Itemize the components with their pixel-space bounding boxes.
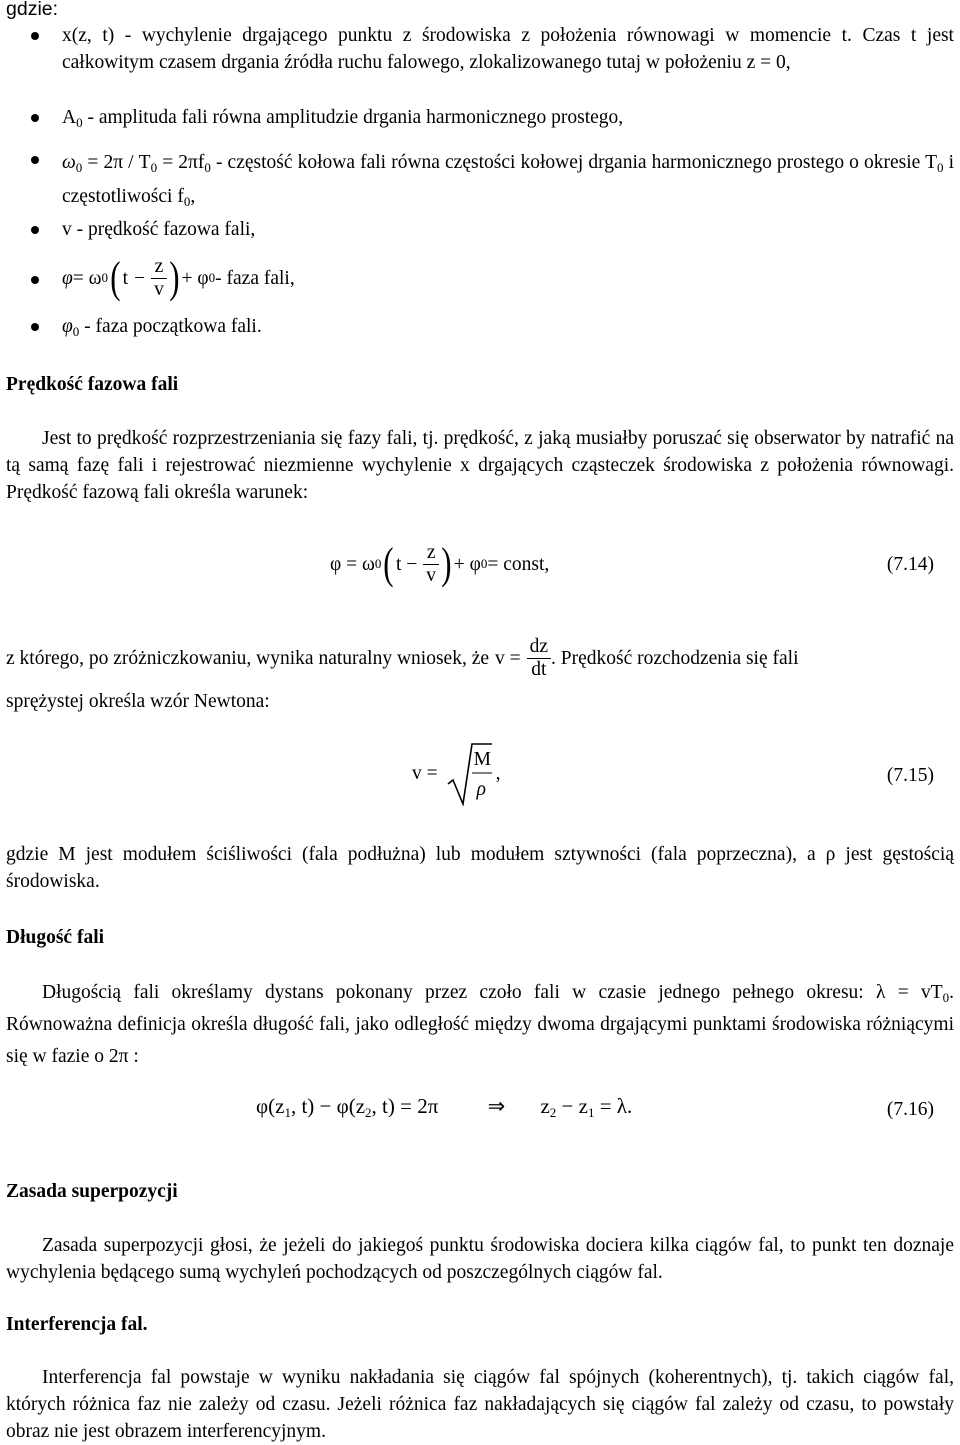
paragraph: gdzie M jest modułem ściśliwości (fala podłużna) lub modułem sztywności (fala poprzeczna), a ρ jest gęstością środowiska. xyxy=(6,844,954,892)
fraction-z-over-v xyxy=(151,256,167,301)
text: z którego, po zróżniczkowaniu, wynika naturalny wniosek, że xyxy=(6,647,490,669)
paragraph-line xyxy=(6,630,954,686)
symbol-v: v xyxy=(62,219,72,240)
right-paren: ) xyxy=(441,539,452,588)
numerator: z xyxy=(423,542,439,565)
paragraph xyxy=(6,977,954,1073)
formula: = const, xyxy=(487,553,550,575)
text: , xyxy=(785,52,791,73)
text: . Prędkość rozchodzenia się fali xyxy=(551,647,799,669)
text: , xyxy=(495,762,501,784)
bullet-dot xyxy=(31,114,39,122)
text: . Równoważna definicja określa długość fali, jako odległość między dwoma drgającymi punktami środowiska różniącymi się w fazie o xyxy=(6,982,954,1067)
subscript: 0 xyxy=(150,160,158,175)
numerator: dz xyxy=(527,636,551,659)
text: - częstość kołowa fali równa częstości kołowej drgania harmonicznego prostego o okresie xyxy=(210,152,926,173)
formula: t − xyxy=(396,553,418,575)
symbol-t: t xyxy=(841,25,848,46)
formula: , t) = 2π xyxy=(371,1094,439,1118)
implies-arrow-icon: ⇒ xyxy=(487,1094,506,1118)
denominator: dt xyxy=(531,658,547,680)
formula: − z xyxy=(556,1094,588,1118)
subscript: 0 xyxy=(937,160,944,175)
symbol-t: t xyxy=(122,267,129,289)
text: Długością fali określamy dystans pokonany przez czoło fali w czasie jednego pełnego okresu: xyxy=(42,982,876,1003)
subscript: 1 xyxy=(587,1105,595,1120)
denominator: ρ xyxy=(476,779,486,800)
formula: = ω xyxy=(72,267,102,289)
left-paren: ( xyxy=(110,253,121,302)
formula: + φ xyxy=(453,553,481,575)
bullet-item-phase: φ = ω 0 ( t − $\frac{z}{v}$ ) + φ 0 - faza fali, xyxy=(62,253,295,302)
subscript: 0 xyxy=(75,160,83,175)
bullet-dot xyxy=(31,156,39,164)
minus-sign: − xyxy=(134,267,146,289)
subscript: 1 xyxy=(284,1105,291,1120)
denominator: v xyxy=(426,564,437,586)
subscript: 0 xyxy=(183,194,191,209)
section-heading-superposition: Zasada superpozycji xyxy=(6,1181,178,1202)
paragraph: Zasada superpozycji głosi, że jeżeli do jakiegoś punktu środowiska dociera kilka ciągów fal, to punkt ten doznaje wychylenia będącego sumą wychyleń pochodzących od poszczególnych ciągów fal. xyxy=(6,1235,954,1283)
subscript: 0 xyxy=(72,324,80,339)
intro-label: gdzie: xyxy=(6,0,59,20)
equation-number: (7.14) xyxy=(886,554,934,575)
equation-7-14: φ = ω 0 ( t − $\frac{z}{v}$ ) + φ 0 = const, xyxy=(330,539,550,588)
fraction-z-over-v xyxy=(423,542,439,587)
bullet-item-angular-frequency xyxy=(62,146,954,214)
formula: + φ xyxy=(181,267,209,289)
text: - prędkość fazowa fali, xyxy=(71,219,256,240)
square-root xyxy=(446,740,492,806)
fraction-dz-over-dt xyxy=(527,636,551,681)
equation-number: (7.15) xyxy=(886,765,934,786)
formula: z xyxy=(540,1094,550,1118)
subscript: 0 xyxy=(76,115,83,130)
symbol-T: T xyxy=(925,152,937,173)
bullet-item-phase-velocity xyxy=(62,216,954,243)
bullet-dot xyxy=(31,276,39,284)
symbol-args: (z, t) xyxy=(71,25,115,46)
bullet-dot xyxy=(31,226,39,234)
symbol-z: z xyxy=(402,25,412,46)
section-heading-interference: Interferencja fal. xyxy=(6,1314,148,1335)
bullet-item-initial-phase xyxy=(62,313,954,340)
subscript: 2 xyxy=(365,1105,372,1120)
text: - wychylenie drgającego punktu xyxy=(114,25,403,46)
symbol-phi: φ xyxy=(62,316,73,337)
paragraph: Jest to prędkość rozprzestrzeniania się fazy fali, tj. prędkość, z jaką musiałby poruszać się obserwator by natrafić na tą samą fazę fali i rejestrować niezmienne wychylenie x drgających cząsteczek środowiska z położenia równowagi. Prędkość fazową fali określa warunek: xyxy=(6,428,954,503)
subscript: 2 xyxy=(549,1105,557,1120)
formula: φ = ω xyxy=(330,553,375,575)
formula: λ = vT xyxy=(875,982,943,1003)
subscript: 0 xyxy=(942,990,950,1005)
text: : xyxy=(128,1046,139,1067)
symbol-phi: φ xyxy=(62,267,73,289)
text: - faza początkowa fali. xyxy=(79,316,262,337)
paragraph-line: sprężystej określa wzór Newtona: xyxy=(6,691,270,712)
paragraph: Interferencja fal powstaje w wyniku nakładania się ciągów fal spójnych (koherentnych), tj. takich ciągów fal, których różnica faz nie zależy od czasu. Jeżeli różnica faz nakładających się ciągów fal zależy od czasu, to powstały obraz nie jest obrazem interferencyjnym. xyxy=(6,1367,954,1442)
section-heading-wavelength: Długość fali xyxy=(6,927,105,948)
text: i częstotliwości xyxy=(62,152,955,207)
text: , xyxy=(190,186,196,207)
text: jest całkowitym czasem drgania źródła ruchu falowego, zlokalizowanego tutaj w położeniu xyxy=(62,25,954,73)
section-heading-phase-velocity: Prędkość fazowa fali xyxy=(6,374,179,395)
text: środowiska z położenia równowagi w momencie xyxy=(411,25,842,46)
numerator: M xyxy=(473,749,491,770)
text: - faza fali, xyxy=(215,267,295,289)
symbol-A: A xyxy=(62,107,77,128)
symbol-x: x xyxy=(62,25,72,46)
subscript: 0 xyxy=(204,160,211,175)
equation-7-15 xyxy=(412,738,501,808)
equation-number: (7.16) xyxy=(886,1099,934,1120)
text: . Czas xyxy=(847,25,911,46)
symbol-f: f xyxy=(177,186,184,207)
denominator: v xyxy=(154,278,164,300)
numerator: z xyxy=(151,256,167,279)
symbol-t: t xyxy=(910,25,917,46)
formula: , t) − φ(z xyxy=(290,1094,366,1118)
formula: φ(z xyxy=(256,1094,285,1118)
left-paren: ( xyxy=(383,539,394,588)
bullet-dot xyxy=(31,323,39,331)
bullet-item-displacement xyxy=(62,22,954,76)
formula: v = xyxy=(412,762,438,784)
formula-z0: z = 0 xyxy=(746,52,786,73)
symbol-omega: ω xyxy=(62,152,76,173)
bullet-item-amplitude xyxy=(62,104,954,131)
formula: v = xyxy=(495,647,521,669)
formula: = λ. xyxy=(594,1094,633,1118)
equation-7-16 xyxy=(256,1093,632,1120)
bullet-dot xyxy=(31,32,39,40)
text: - amplituda fali równa amplitudzie drgania harmonicznego prostego, xyxy=(82,107,624,128)
formula: = 2π / T xyxy=(82,152,151,173)
formula: 2π xyxy=(108,1046,129,1067)
formula: = 2πf xyxy=(157,152,205,173)
right-paren: ) xyxy=(169,253,180,302)
